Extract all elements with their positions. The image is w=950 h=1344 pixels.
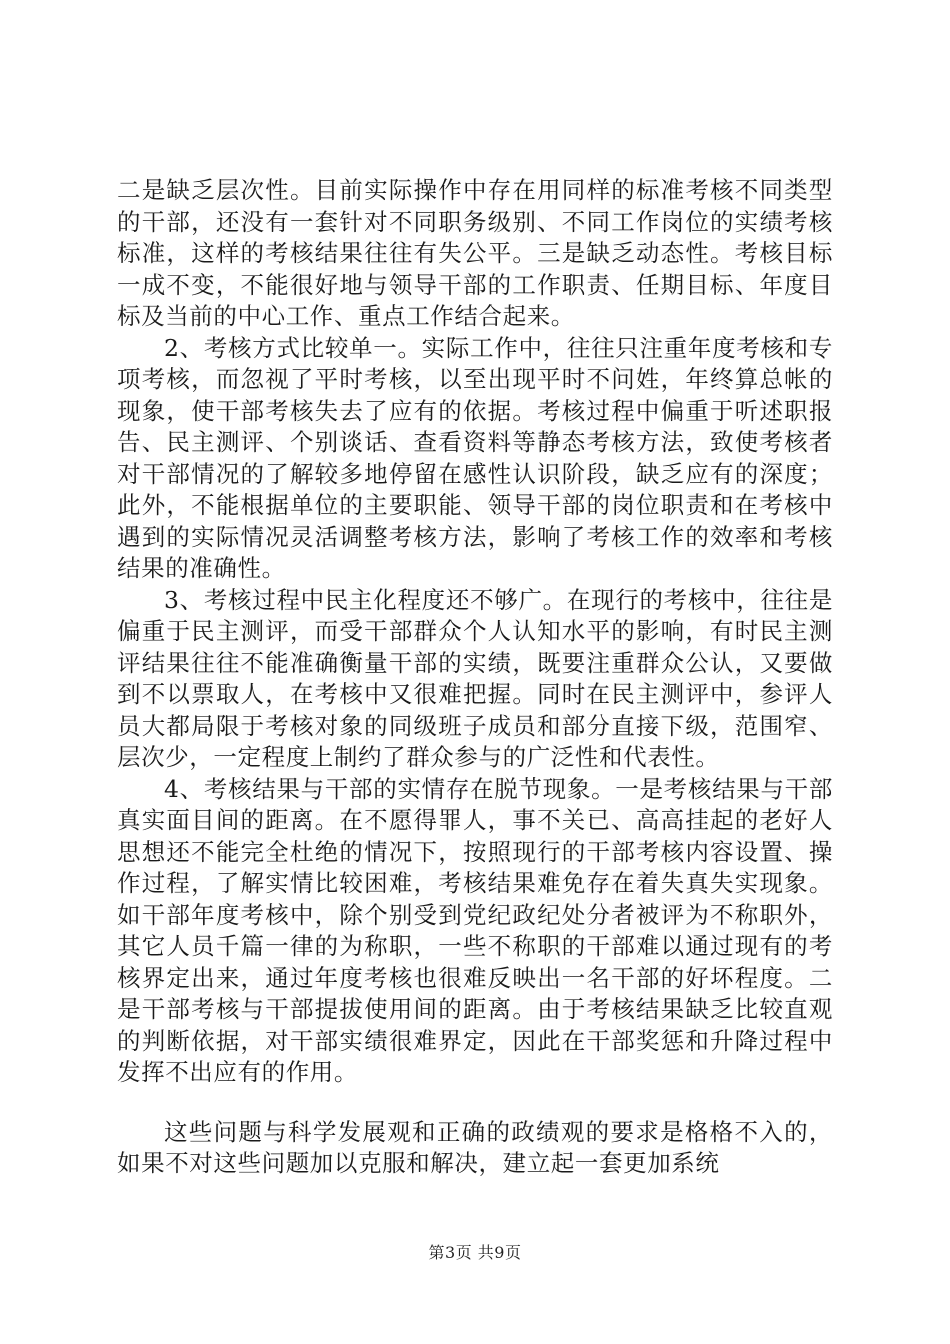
paragraph-item-2: 2、考核方式比较单一。实际工作中，往往只注重年度考核和专项考核，而忽视了平时考核，以至出现平时不问姓，年终算总帐的现象，使干部考核失去了应有的依据。考核过程中偏重于听述职报告、民主测评、个别谈话、查看资料等静态考核方法，致使考核者对干部情况的了解较多地停留在感性认识阶段，缺乏应有的深度；此外，不能根据单位的主要职能、领导干部的岗位职责和在考核中遇到的实际情况灵活调整考核方法，影响了考核工作的效率和考核结果的准确性。 (117, 333, 833, 582)
paragraph-item-3: 3、考核过程中民主化程度还不够广。在现行的考核中，往往是偏重于民主测评，而受干部群众个人认知水平的影响，有时民主测评结果往往不能准确衡量干部的实绩，既要注重群众公认，又要做到不以票取人，在考核中又很难把握。同时在民主测评中，参评人员大都局限于考核对象的同级班子成员和部分直接下级，范围窄、层次少，一定程度上制约了群众参与的广泛性和代表性。 (117, 585, 833, 771)
paragraph-conclusion: 这些问题与科学发展观和正确的政绩观的要求是格格不入的，如果不对这些问题加以克服和解决，建立起一套更加系统 (117, 1117, 833, 1177)
paragraph-continuation: 二是缺乏层次性。目前实际操作中存在用同样的标准考核不同类型的干部，还没有一套针对不同职务级别、不同工作岗位的实绩考核标准，这样的考核结果往往有失公平。三是缺乏动态性。考核目标一成不变，不能很好地与领导干部的工作职责、任期目标、年度目标及当前的中心工作、重点工作结合起来。 (117, 176, 833, 330)
body-text (117, 175, 833, 1180)
page-number-footer: 第3页 共9页 (428, 1243, 522, 1262)
paragraph-item-4: 4、考核结果与干部的实情存在脱节现象。一是考核结果与干部真实面目间的距离。在不愿得罪人，事不关已、高高挂起的老好人思想还不能完全杜绝的情况下，按照现行的干部考核内容设置、操作过程，了解实情比较困难，考核结果难免存在着失真失实现象。如干部年度考核中，除个别受到党纪政纪处分者被评为不称职外，其它人员千篇一律的为称职，一些不称职的干部难以通过现有的考核界定出来，通过年度考核也很难反映出一名干部的好坏程度。二是干部考核与干部提拔使用间的距离。由于考核结果缺乏比较直观的判断依据，对干部实绩很难界定，因此在干部奖惩和升降过程中发挥不出应有的作用。 (117, 774, 833, 1086)
